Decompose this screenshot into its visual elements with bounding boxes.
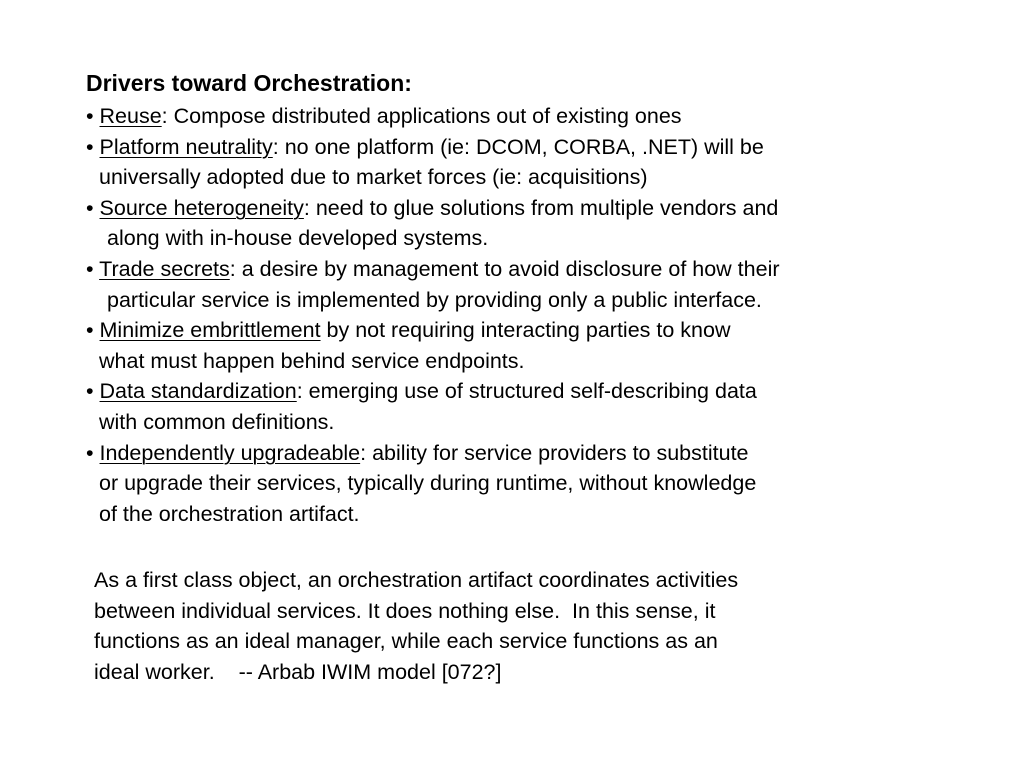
quote-paragraph [94,565,974,687]
bullet-text: : need to glue solutions from multiple vendors and [303,195,779,220]
bullet-term: Independently upgradeable [99,440,361,465]
bullet-term: Trade secrets [99,256,230,281]
bullet-term: Source heterogeneity [99,195,304,220]
bullet-item-platform-neutrality [86,132,986,163]
slide-heading: Drivers toward Orchestration: [86,70,412,96]
bullet-marker: • [86,256,94,281]
bullet-item-independently-upgradeable [86,438,986,469]
bullet-term: Data standardization [99,379,297,404]
bullet-text: by not requiring interacting parties to know [320,318,731,343]
quote-line: As a first class object, an orchestration artifact coordinates activities [94,568,739,592]
bullet-text: : no one platform (ie: DCOM, CORBA, .NET) will be [272,134,764,159]
bullet-continuation: what must happen behind service endpoints. [99,348,525,373]
bullet-text: : ability for service providers to substitute [360,440,749,465]
bullet-item-data-standardization [86,376,986,407]
bullet-item-trade-secrets [86,254,986,285]
bullet-text: : Compose distributed applications out of existing ones [161,104,682,128]
bullet-item-reuse [86,101,986,132]
bullet-continuation: or upgrade their services, typically during runtime, without knowledge [99,471,757,496]
bullet-item-source-heterogeneity [86,193,986,224]
bullet-term: Platform neutrality [99,134,273,159]
quote-line: functions as an ideal manager, while each service functions as an [94,629,718,654]
bullet-continuation: with common definitions. [99,409,335,434]
bullet-marker: • [86,440,94,465]
quote-line: between individual services. It does nothing else. In this sense, it [94,598,716,623]
bullet-marker: • [86,318,94,343]
bullet-continuation: universally adopted due to market forces (ie: acquisitions) [99,165,648,190]
bullet-continuation: along with in-house developed systems. [107,226,489,251]
bullet-marker: • [86,134,94,159]
bullet-term: Minimize embrittlement [99,318,321,343]
bullet-continuation: particular service is implemented by providing only a public interface. [107,287,762,312]
bullet-item-minimize-embrittlement [86,315,986,346]
bullet-text: : emerging use of structured self-describing data [296,379,757,404]
bullet-list [86,101,986,529]
bullet-continuation: of the orchestration artifact. [99,501,360,526]
quote-line: ideal worker. -- Arbab IWIM model [072?] [94,659,502,684]
bullet-term: Reuse [99,104,162,128]
bullet-marker: • [86,379,94,404]
bullet-text: : a desire by management to avoid disclosure of how their [229,256,780,281]
bullet-marker: • [86,195,94,220]
bullet-marker: • [86,104,94,128]
